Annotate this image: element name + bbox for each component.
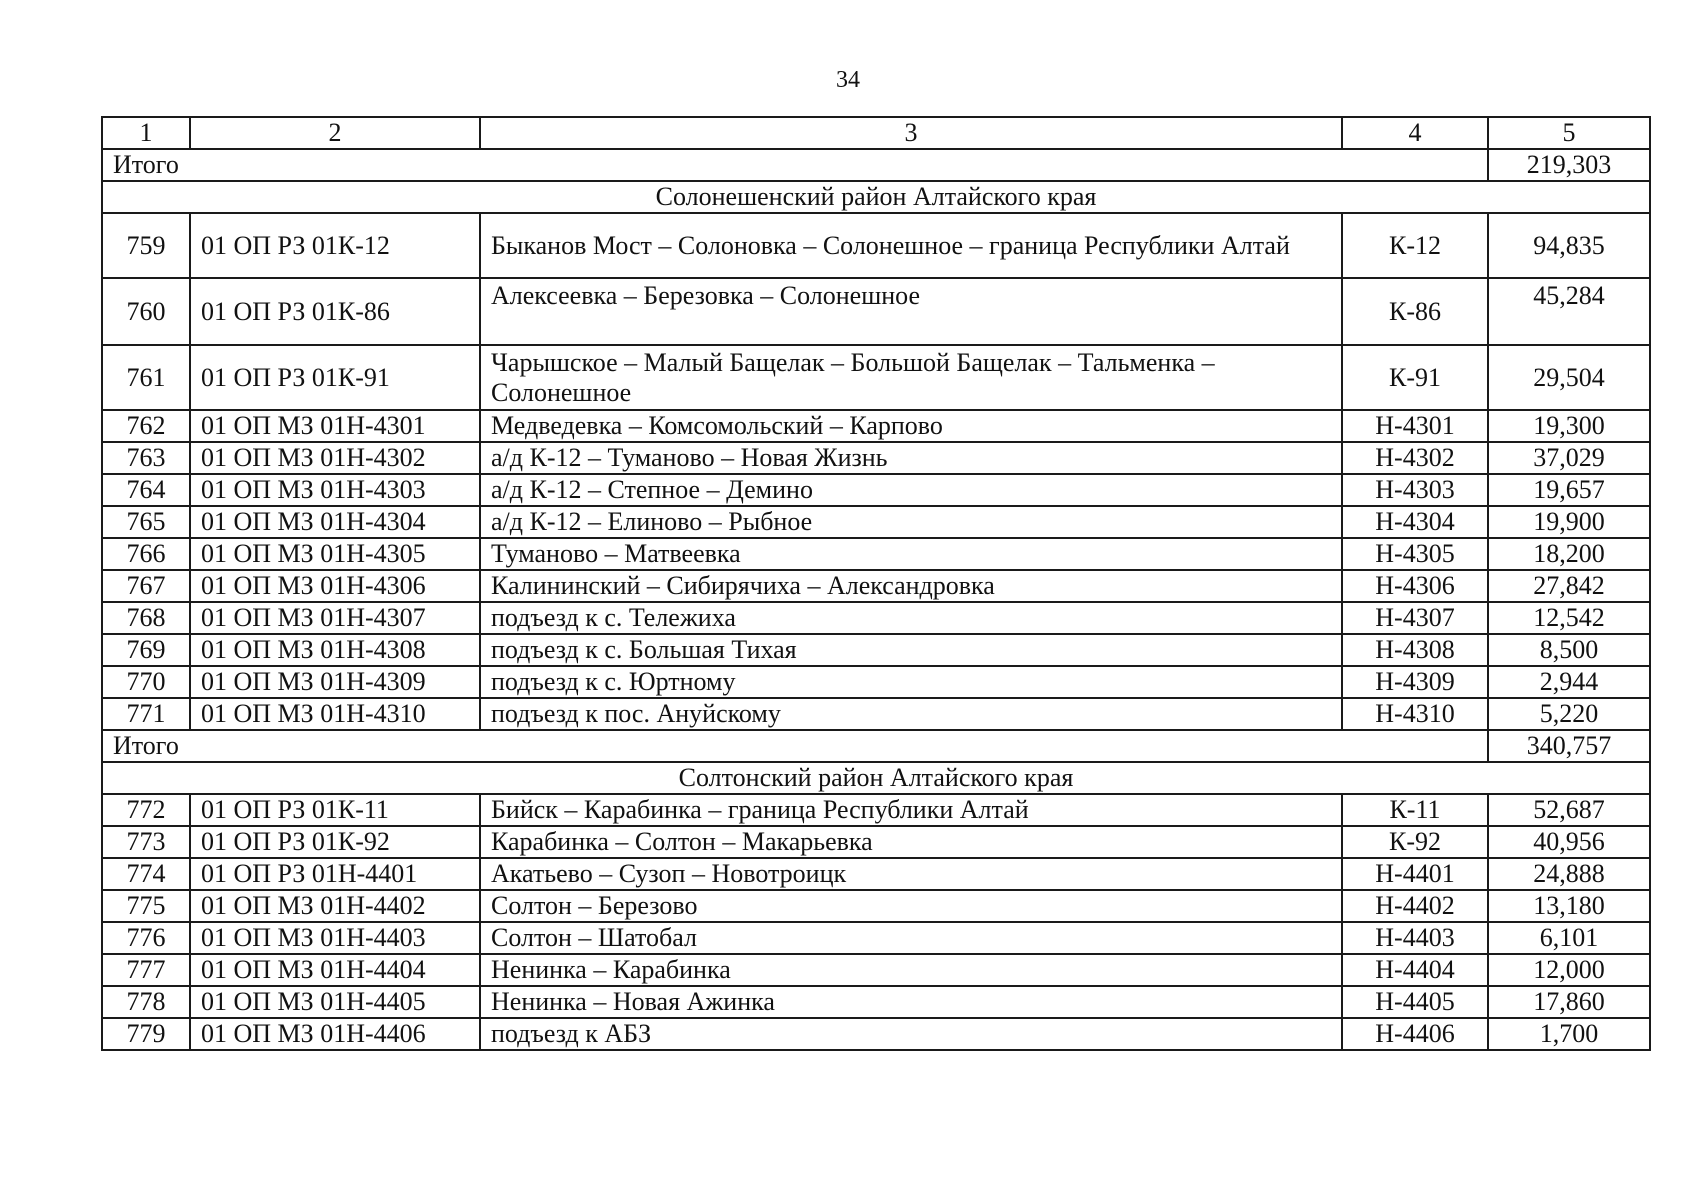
- road-code: 01 ОП МЗ 01Н-4310: [190, 698, 480, 730]
- road-index: Н-4404: [1342, 954, 1488, 986]
- road-code: 01 ОП РЗ 01К-92: [190, 826, 480, 858]
- road-index: Н-4304: [1342, 506, 1488, 538]
- road-length: 19,300: [1488, 410, 1650, 442]
- region-row: [102, 181, 1650, 213]
- road-length: 94,835: [1488, 213, 1650, 278]
- table-row: [102, 538, 1650, 570]
- table-row: [102, 213, 1650, 278]
- road-code: 01 ОП МЗ 01Н-4301: [190, 410, 480, 442]
- road-name: подъезд к с. Тележиха: [480, 602, 1342, 634]
- road-length: 2,944: [1488, 666, 1650, 698]
- total-row: [102, 730, 1650, 762]
- road-index: К-92: [1342, 826, 1488, 858]
- column-header: 5: [1488, 117, 1650, 149]
- region-title: Солтонский район Алтайского края: [102, 762, 1650, 794]
- table-row: [102, 826, 1650, 858]
- road-length: 18,200: [1488, 538, 1650, 570]
- road-code: 01 ОП РЗ 01Н-4401: [190, 858, 480, 890]
- road-length: 27,842: [1488, 570, 1650, 602]
- road-index: Н-4305: [1342, 538, 1488, 570]
- table-row: [102, 986, 1650, 1018]
- road-code: 01 ОП РЗ 01К-86: [190, 278, 480, 345]
- road-name: Туманово – Матвеевка: [480, 538, 1342, 570]
- road-code: 01 ОП МЗ 01Н-4306: [190, 570, 480, 602]
- table-row: [102, 1018, 1650, 1050]
- road-code: 01 ОП МЗ 01Н-4305: [190, 538, 480, 570]
- region-title: Солонешенский район Алтайского края: [102, 181, 1650, 213]
- table-row: [102, 890, 1650, 922]
- road-name: Солтон – Березово: [480, 890, 1342, 922]
- road-length: 19,657: [1488, 474, 1650, 506]
- page-number: 34: [836, 67, 860, 93]
- column-header: 2: [190, 117, 480, 149]
- road-code: 01 ОП МЗ 01Н-4304: [190, 506, 480, 538]
- table-row: [102, 345, 1650, 410]
- column-header: 1: [102, 117, 190, 149]
- road-index: К-12: [1342, 213, 1488, 278]
- total-label: Итого: [102, 149, 1488, 181]
- road-length: 52,687: [1488, 794, 1650, 826]
- road-code: 01 ОП МЗ 01Н-4302: [190, 442, 480, 474]
- table-row: [102, 506, 1650, 538]
- road-index: Н-4301: [1342, 410, 1488, 442]
- table-row: [102, 922, 1650, 954]
- road-index: К-91: [1342, 345, 1488, 410]
- road-code: 01 ОП РЗ 01К-11: [190, 794, 480, 826]
- row-number: 769: [102, 634, 190, 666]
- table-row: [102, 666, 1650, 698]
- road-length: 12,000: [1488, 954, 1650, 986]
- table-row: [102, 474, 1650, 506]
- road-length: 6,101: [1488, 922, 1650, 954]
- row-number: 767: [102, 570, 190, 602]
- road-name: Чарышское – Малый Бащелак – Большой Бащелак – Тальменка – Солонешное: [480, 345, 1342, 410]
- row-number: 768: [102, 602, 190, 634]
- road-length: 24,888: [1488, 858, 1650, 890]
- road-code: 01 ОП МЗ 01Н-4405: [190, 986, 480, 1018]
- row-number: 761: [102, 345, 190, 410]
- total-value: 219,303: [1488, 149, 1650, 181]
- road-name: подъезд к пос. Ануйскому: [480, 698, 1342, 730]
- table-row: [102, 698, 1650, 730]
- road-name: подъезд к с. Большая Тихая: [480, 634, 1342, 666]
- table-row: [102, 858, 1650, 890]
- column-header: 4: [1342, 117, 1488, 149]
- road-length: 29,504: [1488, 345, 1650, 410]
- road-name: Медведевка – Комсомольский – Карпово: [480, 410, 1342, 442]
- table-row: [102, 570, 1650, 602]
- row-number: 773: [102, 826, 190, 858]
- table-row: [102, 410, 1650, 442]
- row-number: 772: [102, 794, 190, 826]
- road-code: 01 ОП МЗ 01Н-4402: [190, 890, 480, 922]
- road-code: 01 ОП МЗ 01Н-4406: [190, 1018, 480, 1050]
- road-name: Карабинка – Солтон – Макарьевка: [480, 826, 1342, 858]
- table-row: [102, 634, 1650, 666]
- column-header: 3: [480, 117, 1342, 149]
- road-name: Ненинка – Карабинка: [480, 954, 1342, 986]
- row-number: 777: [102, 954, 190, 986]
- road-length: 1,700: [1488, 1018, 1650, 1050]
- total-label: Итого: [102, 730, 1488, 762]
- road-name: Ненинка – Новая Ажинка: [480, 986, 1342, 1018]
- table-header-row: [102, 117, 1650, 149]
- road-name: а/д К-12 – Туманово – Новая Жизнь: [480, 442, 1342, 474]
- road-name: а/д К-12 – Елиново – Рыбное: [480, 506, 1342, 538]
- road-code: 01 ОП МЗ 01Н-4307: [190, 602, 480, 634]
- table-row: [102, 954, 1650, 986]
- row-number: 766: [102, 538, 190, 570]
- road-code: 01 ОП РЗ 01К-12: [190, 213, 480, 278]
- row-number: 760: [102, 278, 190, 345]
- road-index: Н-4308: [1342, 634, 1488, 666]
- table-row: [102, 278, 1650, 345]
- road-name: Бийск – Карабинка – граница Республики Алтай: [480, 794, 1342, 826]
- road-length: 40,956: [1488, 826, 1650, 858]
- road-name: а/д К-12 – Степное – Демино: [480, 474, 1342, 506]
- row-number: 775: [102, 890, 190, 922]
- road-code: 01 ОП МЗ 01Н-4404: [190, 954, 480, 986]
- road-name: Калининский – Сибирячиха – Александровка: [480, 570, 1342, 602]
- row-number: 778: [102, 986, 190, 1018]
- row-number: 774: [102, 858, 190, 890]
- road-index: Н-4302: [1342, 442, 1488, 474]
- table-row: [102, 442, 1650, 474]
- road-code: 01 ОП МЗ 01Н-4309: [190, 666, 480, 698]
- road-index: Н-4405: [1342, 986, 1488, 1018]
- row-number: 779: [102, 1018, 190, 1050]
- road-name: Алексеевка – Березовка – Солонешное: [480, 278, 1342, 345]
- road-length: 8,500: [1488, 634, 1650, 666]
- row-number: 771: [102, 698, 190, 730]
- road-index: Н-4402: [1342, 890, 1488, 922]
- road-code: 01 ОП МЗ 01Н-4308: [190, 634, 480, 666]
- roads-table: [101, 116, 1651, 1051]
- region-row: [102, 762, 1650, 794]
- road-length: 12,542: [1488, 602, 1650, 634]
- road-index: Н-4306: [1342, 570, 1488, 602]
- road-length: 17,860: [1488, 986, 1650, 1018]
- total-value: 340,757: [1488, 730, 1650, 762]
- road-name: Быканов Мост – Солоновка – Солонешное – граница Республики Алтай: [480, 213, 1342, 278]
- row-number: 759: [102, 213, 190, 278]
- road-index: Н-4403: [1342, 922, 1488, 954]
- road-index: К-11: [1342, 794, 1488, 826]
- row-number: 770: [102, 666, 190, 698]
- row-number: 762: [102, 410, 190, 442]
- road-code: 01 ОП МЗ 01Н-4303: [190, 474, 480, 506]
- road-name: подъезд к с. Юртному: [480, 666, 1342, 698]
- road-name: Солтон – Шатобал: [480, 922, 1342, 954]
- row-number: 764: [102, 474, 190, 506]
- row-number: 765: [102, 506, 190, 538]
- road-index: Н-4406: [1342, 1018, 1488, 1050]
- road-index: Н-4309: [1342, 666, 1488, 698]
- total-row: [102, 149, 1650, 181]
- road-length: 13,180: [1488, 890, 1650, 922]
- row-number: 763: [102, 442, 190, 474]
- road-length: 5,220: [1488, 698, 1650, 730]
- road-length: 37,029: [1488, 442, 1650, 474]
- table-row: [102, 794, 1650, 826]
- table-row: [102, 602, 1650, 634]
- road-code: 01 ОП МЗ 01Н-4403: [190, 922, 480, 954]
- road-name: Акатьево – Сузоп – Новотроицк: [480, 858, 1342, 890]
- road-index: Н-4303: [1342, 474, 1488, 506]
- road-index: К-86: [1342, 278, 1488, 345]
- row-number: 776: [102, 922, 190, 954]
- road-code: 01 ОП РЗ 01К-91: [190, 345, 480, 410]
- road-index: Н-4310: [1342, 698, 1488, 730]
- road-length: 19,900: [1488, 506, 1650, 538]
- road-index: Н-4401: [1342, 858, 1488, 890]
- road-length: 45,284: [1488, 278, 1650, 345]
- road-name: подъезд к АБЗ: [480, 1018, 1342, 1050]
- road-index: Н-4307: [1342, 602, 1488, 634]
